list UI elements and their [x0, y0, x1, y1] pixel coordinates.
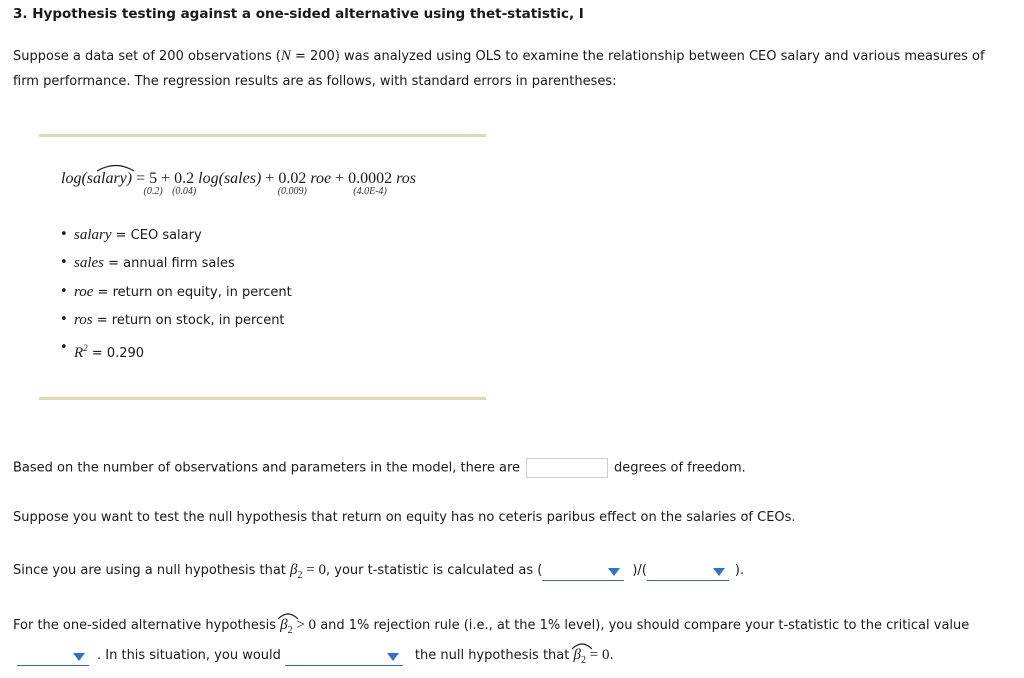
alt-text-post: and 1% rejection rule (i.e., at the 1% level), you should compare your t-statistic to the critical value: [316, 618, 970, 633]
r-letter: R: [74, 345, 84, 362]
equals-sign: =: [132, 170, 150, 187]
list-item: [60, 311, 292, 339]
alt-text-pre: For the one-sided alternative hypothesis: [13, 618, 281, 633]
dof-text-post: degrees of freedom.: [614, 460, 746, 476]
var-desc: = CEO salary: [111, 228, 202, 243]
intro-text-b: = 200) was analyzed using OLS to examine the relationship between CEO salary and various measures of: [290, 49, 985, 64]
beta2-hat-symbol: [280, 617, 317, 636]
reject-decision-dropdown[interactable]: [285, 649, 403, 666]
se-roe: (0.009): [277, 186, 307, 197]
var-log-sales: log(sales): [194, 170, 262, 187]
beta-hat: [280, 617, 287, 634]
null-hypothesis-statement: Suppose you want to test the null hypothesis that return on equity has no ceteris paribus effect on the salaries of CEOs.: [13, 510, 796, 525]
tstat-text-mid: , your t-statistic is calculated as (: [325, 563, 543, 578]
critical-value-dropdown[interactable]: [17, 649, 89, 666]
intro-line-2: firm performance. The regression results are as follows, with standard errors in parentheses:: [13, 74, 617, 89]
bottom-divider: [39, 397, 486, 400]
plus-2: +: [261, 170, 279, 187]
r2-symbol: [74, 345, 88, 361]
chevron-down-icon: [608, 568, 620, 576]
dof-question: [13, 458, 746, 478]
coef-roe: 0.02: [278, 170, 307, 187]
lhs-text: log(salary): [61, 170, 133, 187]
equals-zero: = 0: [302, 562, 326, 578]
list-item: [60, 226, 292, 254]
beta-letter: β: [573, 647, 581, 663]
beta-subscript: 2: [297, 570, 303, 581]
se-constant: (0.2): [143, 186, 163, 197]
coef-constant: 5: [149, 170, 158, 187]
numerator-dropdown[interactable]: [542, 564, 624, 581]
dof-input[interactable]: [526, 458, 608, 478]
chevron-down-icon: [713, 568, 725, 576]
se-ros: (4.0E-4): [353, 186, 387, 197]
regression-equation: [61, 170, 416, 197]
equals-zero: = 0: [585, 647, 610, 663]
var-symbol: ros: [74, 311, 93, 328]
tstat-question: [13, 562, 744, 581]
beta2-hat-symbol-2: [573, 647, 610, 666]
decision-period: .: [609, 648, 614, 663]
alternative-hypothesis-line: [13, 617, 969, 636]
var-ros: ros: [392, 170, 416, 187]
greater-than-zero: > 0: [292, 617, 317, 633]
tstat-text-pre: Since you are using a null hypothesis that: [13, 563, 291, 578]
se-sales: (0.04): [172, 186, 197, 197]
list-item: [60, 283, 292, 311]
dof-text-pre: Based on the number of observations and parameters in the model, there are: [13, 460, 521, 476]
beta-letter: β: [290, 562, 298, 578]
term-constant: [143, 170, 163, 197]
r2-value: = 0.290: [87, 346, 145, 362]
term-ros: [348, 170, 393, 197]
beta-letter: β: [280, 617, 288, 633]
beta-subscript: 2: [580, 655, 586, 666]
beta-subscript: 2: [287, 625, 293, 636]
var-symbol: salary: [74, 227, 112, 243]
var-roe: roe: [306, 170, 332, 187]
var-symbol: sales: [74, 255, 104, 272]
term-sales: [172, 170, 197, 197]
decision-text-b: the null hypothesis that: [414, 648, 574, 663]
tstat-separator: )/(: [632, 563, 647, 578]
denominator-dropdown[interactable]: [647, 564, 729, 581]
coef-ros: 0.0002: [348, 170, 393, 187]
n-symbol: N: [280, 48, 291, 64]
var-desc: = return on stock, in percent: [92, 312, 285, 328]
decision-text-a: . In this situation, you would: [97, 648, 281, 663]
question-title: 3. Hypothesis testing against a one-sided alternative using thet-statistic, I: [13, 6, 584, 22]
lhs-log-salary-hat: [61, 170, 132, 188]
r2-exponent: 2: [83, 343, 88, 354]
beta2-symbol: [290, 562, 326, 581]
chevron-down-icon: [73, 653, 85, 661]
intro-text-a: Suppose a data set of 200 observations (: [13, 49, 281, 64]
var-desc: = annual firm sales: [104, 256, 235, 272]
plus-3: +: [331, 170, 349, 187]
var-desc: = return on equity, in percent: [93, 284, 292, 300]
decision-line: [13, 647, 614, 666]
beta-hat: [574, 647, 581, 664]
variable-list: [60, 226, 292, 367]
chevron-down-icon: [387, 653, 399, 661]
plus-1: +: [157, 170, 175, 187]
var-symbol: roe: [74, 283, 94, 300]
intro-line-1: [13, 48, 985, 65]
list-item-r2: [60, 339, 292, 367]
list-item: [60, 254, 292, 282]
top-divider: [39, 134, 486, 137]
tstat-end: ).: [734, 563, 745, 578]
coef-sales: 0.2: [174, 170, 195, 187]
term-roe: [277, 170, 307, 197]
